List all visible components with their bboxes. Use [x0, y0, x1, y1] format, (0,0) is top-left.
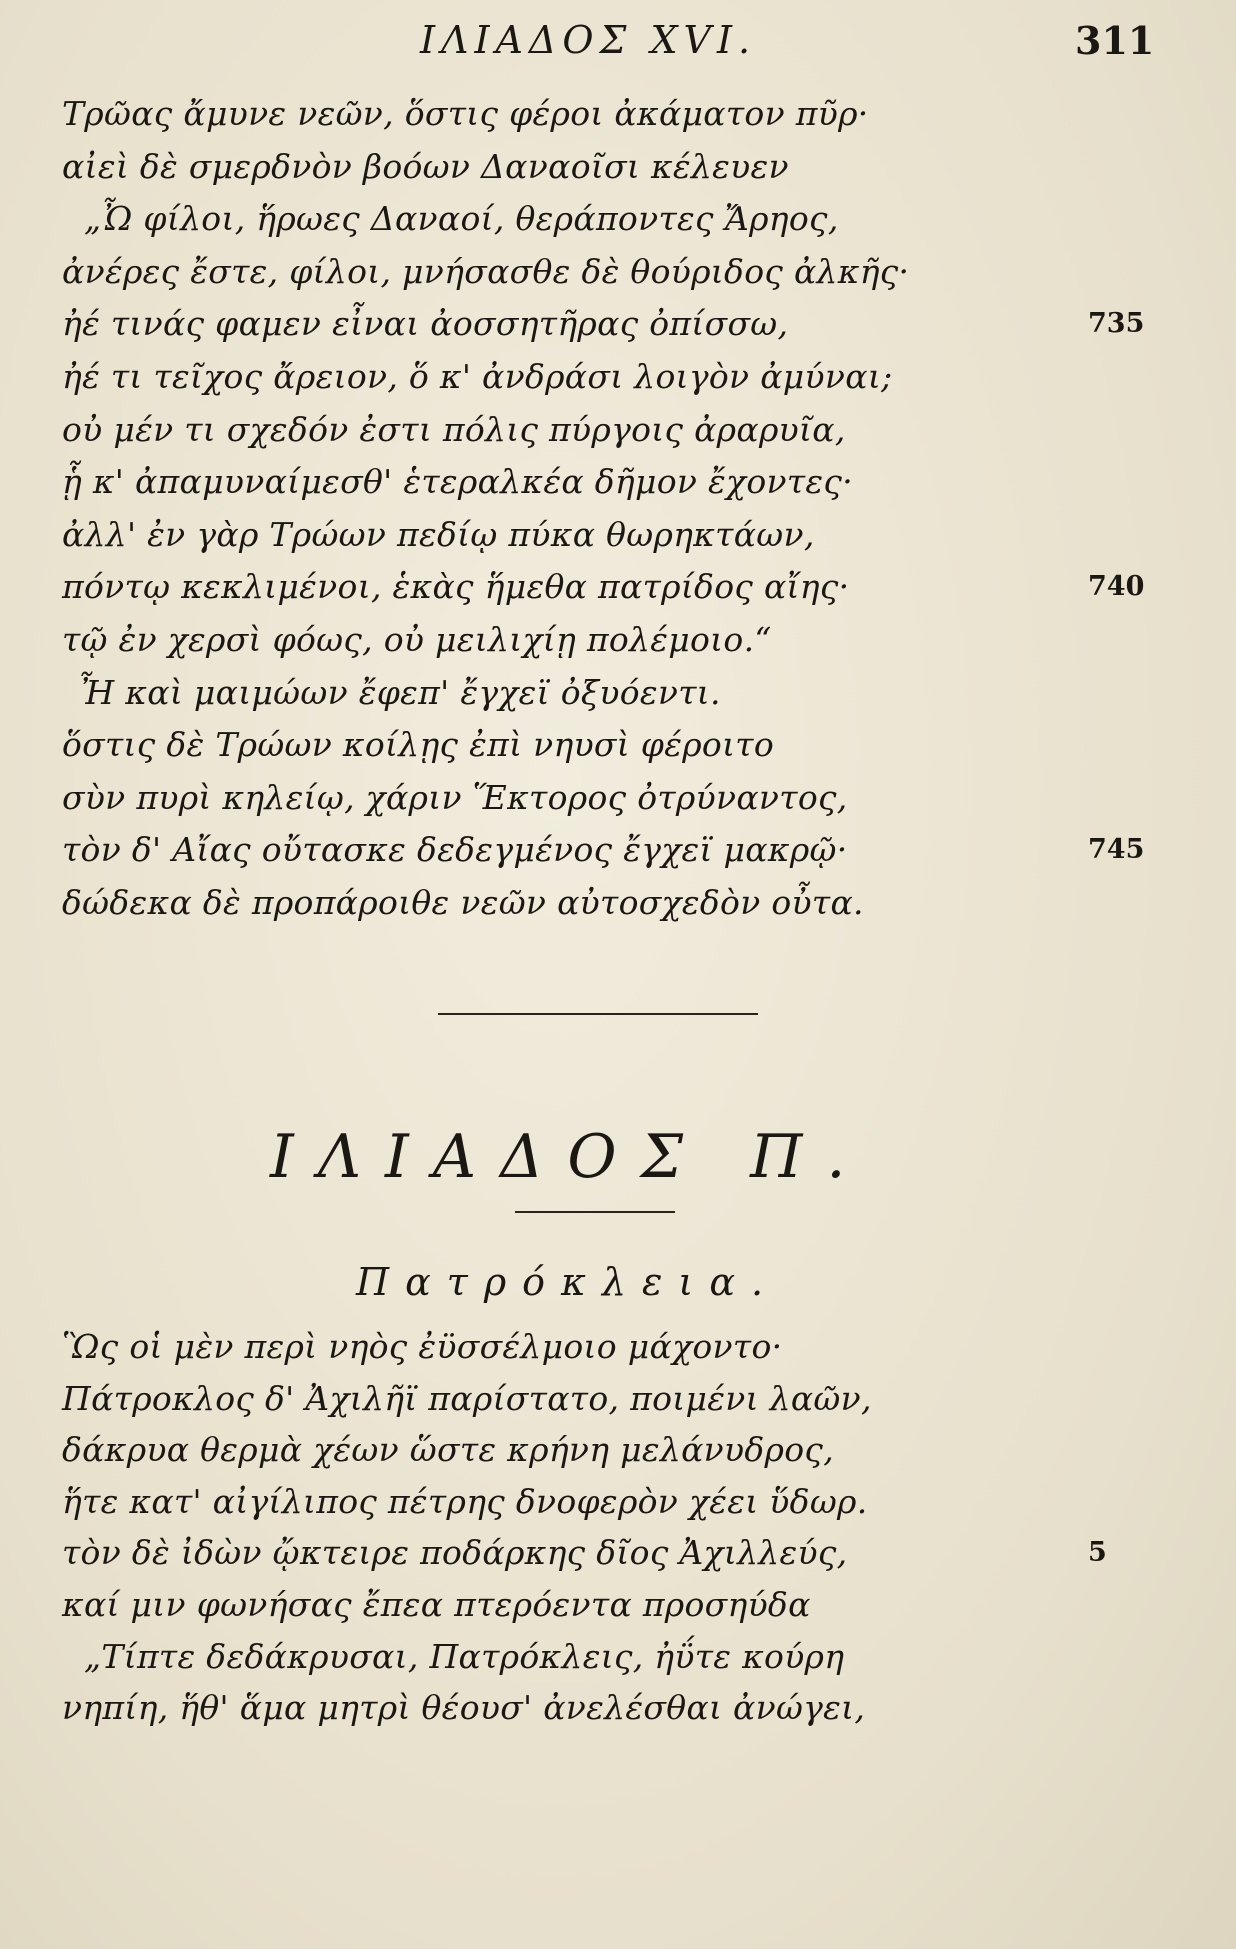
verse-text: Ὣς οἱ μὲν περὶ νηὸς ἐϋσσέλμοιο μάχοντο·	[62, 1327, 783, 1366]
line-number: 5	[1088, 1537, 1107, 1569]
verse-line	[0, 94, 1236, 144]
verse-text: ἠέ τινάς φαμεν εἶναι ἀοσσητῆρας ὀπίσσω,	[62, 304, 789, 344]
section-divider	[438, 1013, 758, 1015]
page-number: 311	[1075, 18, 1155, 63]
book-subtitle: Πατρόκλεια.	[356, 1260, 780, 1304]
verse-text: πόντῳ κεκλιμένοι, ἑκὰς ἥμεθα πατρίδος αἴης·	[62, 567, 850, 607]
verse-text: σὺν πυρὶ κηλείῳ, χάριν Ἕκτορος ὀτρύναντος,	[62, 777, 848, 817]
running-head: ΙΛΙΑΔΟΣ XVI.	[420, 18, 757, 62]
verse-line	[0, 883, 1236, 933]
verse-text: δάκρυα θερμὰ χέων ὥστε κρήνη μελάνυδρος,	[62, 1430, 834, 1470]
verse-line	[0, 199, 1236, 249]
title-underline	[515, 1211, 675, 1213]
verse-text: οὐ μέν τι σχεδόν ἐστι πόλις πύργοις ἀραρυῖα,	[62, 409, 846, 449]
verse-line	[0, 252, 1236, 302]
verse-text: ὅστις δὲ Τρώων κοίλῃς ἐπὶ νηυσὶ φέροιτο	[62, 725, 775, 765]
verse-text: ἀνέρες ἔστε, φίλοι, μνήσασθε δὲ θούριδος ἀλκῆς·	[62, 251, 910, 291]
verse-text: αἰεὶ δὲ σμερδνὸν βοόων Δαναοῖσι κέλευεν	[62, 146, 789, 186]
verse-line	[0, 1327, 1236, 1377]
verse-line	[0, 1637, 1236, 1687]
verse-line	[0, 304, 1236, 354]
verse-line	[0, 515, 1236, 565]
verse-line	[0, 1585, 1236, 1635]
verse-line	[0, 1379, 1236, 1429]
verse-line	[0, 567, 1236, 617]
line-number: 735	[1088, 308, 1145, 340]
verse-text: „Ὦ φίλοι, ἥρωες Δαναοί, θεράποντες Ἄρηος,	[84, 199, 839, 239]
page-header	[0, 14, 1236, 74]
verse-text: δώδεκα δὲ προπάροιθε νεῶν αὐτοσχεδὸν οὖτα.	[62, 883, 864, 922]
verse-text: ἀλλ' ἐν γὰρ Τρώων πεδίῳ πύκα θωρηκτάων,	[62, 514, 815, 554]
line-number: 745	[1088, 834, 1145, 866]
verse-text: καί μιν φωνήσας ἔπεα πτερόεντα προσηύδα	[62, 1585, 811, 1624]
verse-line	[0, 725, 1236, 775]
verse-line	[0, 778, 1236, 828]
verse-text: ἠέ τι τεῖχος ἄρειον, ὅ κ' ἀνδράσι λοιγὸν ἀμύναι;	[62, 357, 893, 396]
verse-text: ἥτε κατ' αἰγίλιπος πέτρης δνοφερὸν χέει ὕδωρ.	[62, 1481, 868, 1521]
verse-text: τῷ ἐν χερσὶ φόως, οὐ μειλιχίῃ πολέμοιο.“	[62, 620, 772, 659]
verse-text: „Τίπτε δεδάκρυσαι, Πατρόκλεις, ἠΰτε κούρη	[84, 1636, 845, 1676]
verse-line	[0, 410, 1236, 460]
verse-line	[0, 357, 1236, 407]
book-title: ΙΛΙΑΔΟΣ Π.	[270, 1122, 870, 1192]
verse-text: ᾗ κ' ἀπαμυναίμεσθ' ἑτεραλκέα δῆμον ἔχοντες·	[62, 462, 853, 502]
verse-text: τὸν δ' Αἴας οὔτασκε δεδεγμένος ἔγχεϊ μακρῷ·	[62, 830, 848, 870]
verse-line	[0, 1533, 1236, 1583]
verse-line	[0, 462, 1236, 512]
verse-line	[0, 147, 1236, 197]
line-number: 740	[1088, 571, 1145, 603]
verse-text: νηπίη, ἥθ' ἅμα μητρὶ θέουσ' ἀνελέσθαι ἀνώγει,	[62, 1688, 866, 1728]
verse-line	[0, 673, 1236, 723]
verse-line	[0, 1430, 1236, 1480]
verse-line	[0, 1688, 1236, 1738]
verse-line	[0, 830, 1236, 880]
verse-text: Ἦ καὶ μαιμώων ἔφεπ' ἔγχεϊ ὀξυόεντι.	[78, 672, 721, 712]
verse-text: Πάτροκλος δ' Ἀχιλῆϊ παρίστατο, ποιμένι λαῶν,	[62, 1378, 872, 1418]
verse-line	[0, 620, 1236, 670]
verse-text: τὸν δὲ ἰδὼν ᾤκτειρε ποδάρκης δῖος Ἀχιλλεύς,	[62, 1533, 848, 1573]
verse-line	[0, 1482, 1236, 1532]
verse-text: Τρῶας ἄμυνε νεῶν, ὅστις φέροι ἀκάματον πῦρ·	[62, 94, 869, 133]
